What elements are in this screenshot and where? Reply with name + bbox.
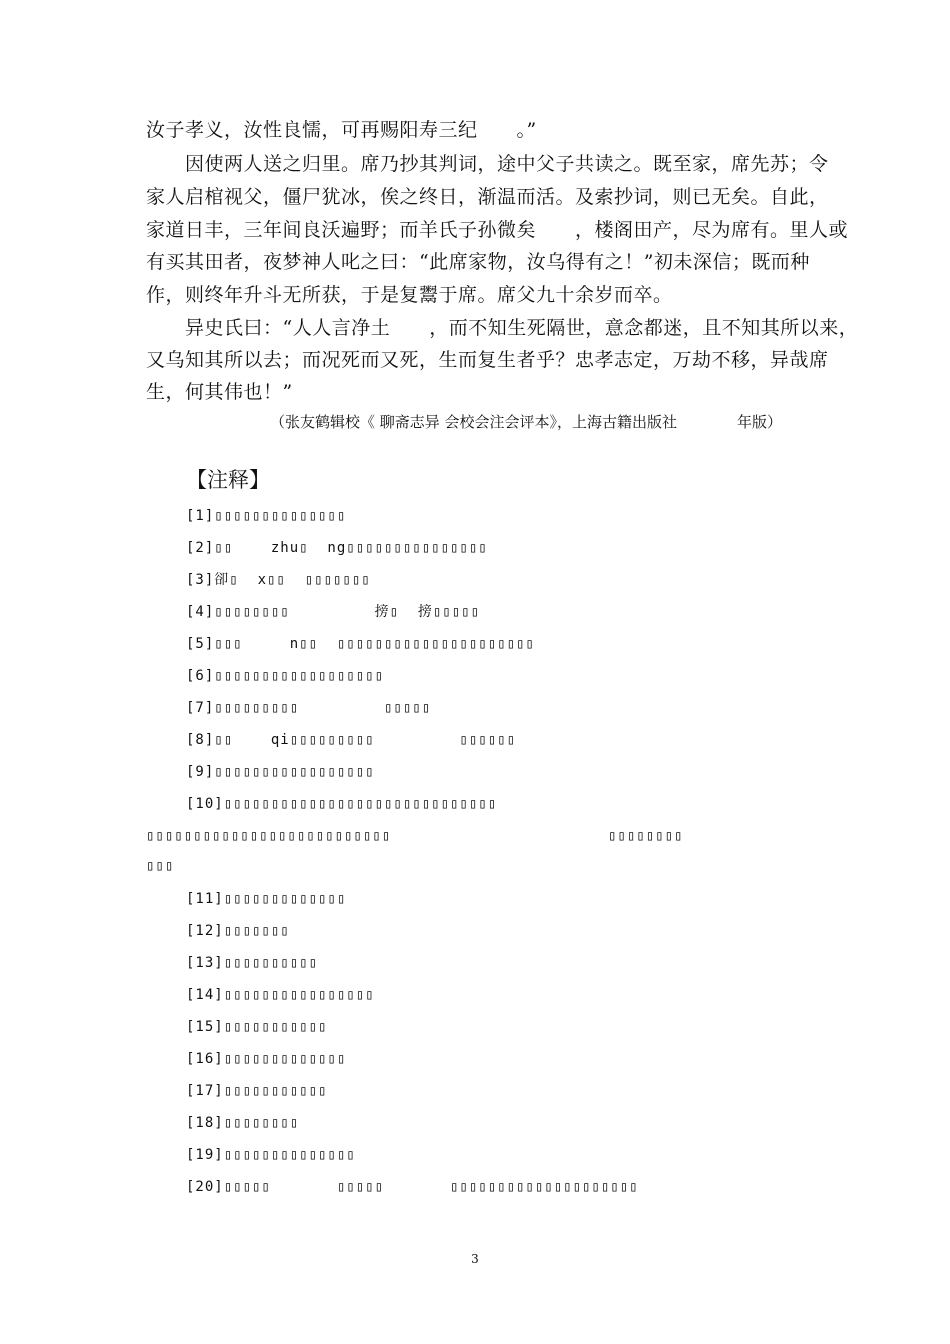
source-citation: （张友鹤辑校《 聊斋志异 会校会注会评本》，上海古籍出版社 年版）: [270, 413, 783, 431]
body-text-line: 又乌知其所以去；而况死而又死，生而复生者乎？忠孝志定，万劫不移，异哉席: [146, 349, 829, 371]
note-item: [18]▯▯▯▯▯▯▯▯: [186, 1115, 300, 1131]
body-text-line: 有买其田者，夜梦神人叱之曰：“此席家物，汝乌得有之！”初未深信；既而种: [146, 251, 810, 273]
note-item: [16]▯▯▯▯▯▯▯▯▯▯▯▯▯: [186, 1051, 347, 1067]
note-item: [2]▯▯ zhu▯ ng▯▯▯▯▯▯▯▯▯▯▯▯▯▯▯: [186, 540, 488, 556]
note-item: [20]▯▯▯▯▯ ▯▯▯▯▯ ▯▯▯▯▯▯▯▯▯▯▯▯▯▯▯▯▯▯▯▯: [186, 1179, 639, 1195]
notes-heading: 【注释】: [186, 468, 270, 492]
note-item: [1]▯▯▯▯▯▯▯▯▯▯▯▯▯▯: [186, 508, 347, 524]
note-item: [6]▯▯▯▯▯▯▯▯▯▯▯▯▯▯▯▯▯▯: [186, 668, 385, 684]
note-item: [15]▯▯▯▯▯▯▯▯▯▯▯: [186, 1019, 328, 1035]
note-item: [8]▯▯ qi▯▯▯▯▯▯▯▯▯ ▯▯▯▯▯▯: [186, 732, 517, 748]
body-text-line: 作，则终年升斗无所获，于是复鬻于席。席父九十余岁而卒。: [146, 284, 673, 306]
note-item: [17]▯▯▯▯▯▯▯▯▯▯▯: [186, 1083, 328, 1099]
note-item: [7]▯▯▯▯▯▯▯▯▯ ▯▯▯▯▯: [186, 700, 432, 716]
note-item: [9]▯▯▯▯▯▯▯▯▯▯▯▯▯▯▯▯▯: [186, 764, 375, 780]
page-number: 3: [471, 1252, 479, 1266]
note-item: [19]▯▯▯▯▯▯▯▯▯▯▯▯▯▯: [186, 1147, 356, 1163]
note-item: [4]▯▯▯▯▯▯▯▯ 搒▯ 搒▯▯▯▯▯: [186, 604, 481, 620]
body-text-line: 汝子孝义，汝性良懦，可再赐阳寿三纪 。”: [146, 119, 537, 141]
note-item: [11]▯▯▯▯▯▯▯▯▯▯▯▯▯: [186, 891, 347, 907]
note-item: [10]▯▯▯▯▯▯▯▯▯▯▯▯▯▯▯▯▯▯▯▯▯▯▯▯▯▯▯▯▯: [186, 796, 498, 812]
body-text-line: 家人启棺视父，僵尸犹冰，俟之终日，渐温而活。及索抄词，则已无矣。自此，: [146, 186, 829, 208]
body-text-line: 因使两人送之归里。席乃抄其判词，途中父子共读之。既至家，席先苏；令: [146, 153, 829, 175]
note-item-continuation: ▯▯▯▯▯▯▯▯▯▯▯▯▯▯▯▯▯▯▯▯▯▯▯▯▯▯ ▯▯▯▯▯▯▯▯: [146, 828, 684, 844]
note-item: [3]卻▯ x▯▯ ▯▯▯▯▯▯▯: [186, 572, 371, 588]
note-item: [13]▯▯▯▯▯▯▯▯▯▯: [186, 955, 319, 971]
note-item: [5]▯▯▯ n▯▯ ▯▯▯▯▯▯▯▯▯▯▯▯▯▯▯▯▯▯▯▯▯: [186, 636, 535, 652]
note-item: [14]▯▯▯▯▯▯▯▯▯▯▯▯▯▯▯▯: [186, 987, 375, 1003]
body-text-line: 家道日丰，三年间良沃遍野；而羊氏子孙微矣 ，楼阁田产，尽为席有。里人或: [146, 219, 849, 241]
body-text-line: 生，何其伟也！”: [146, 381, 293, 403]
body-text-line: 异史氏曰：“人人言净土 ，而不知生死隔世，意念都迷，且不知其所以来，: [146, 317, 859, 339]
note-item-continuation: ▯▯▯: [146, 858, 175, 874]
note-item: [12]▯▯▯▯▯▯▯: [186, 923, 290, 939]
